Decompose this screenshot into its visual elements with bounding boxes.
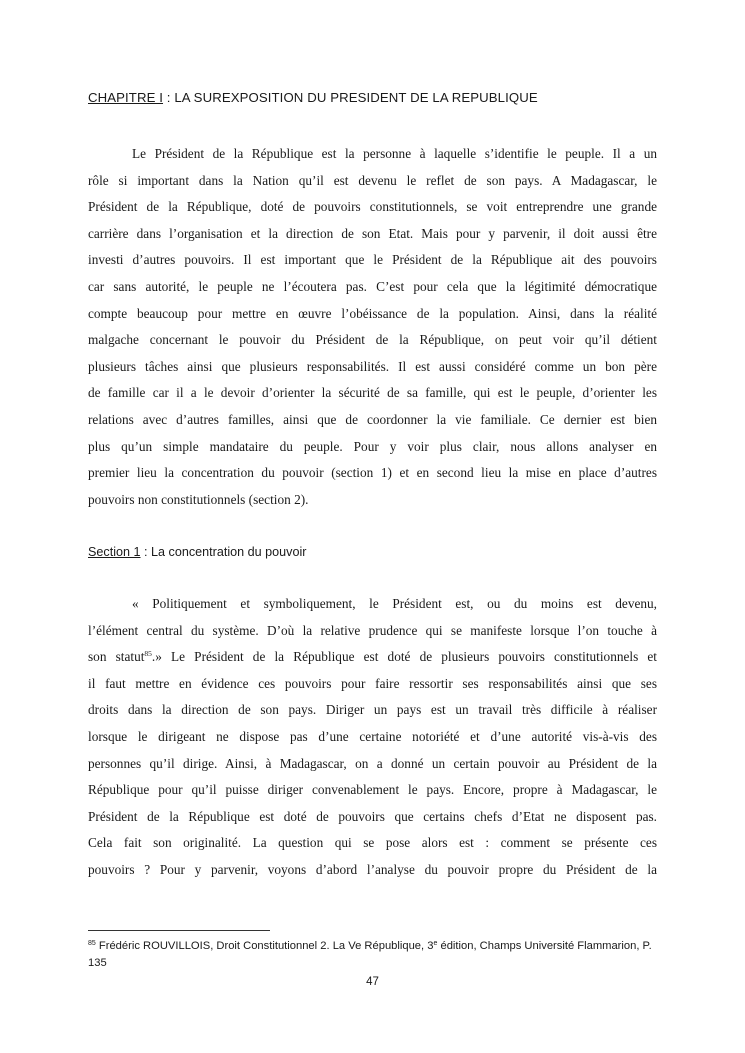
paragraph-line: « Politiquement et symboliquement, le Président est, ou du moins est devenu,	[132, 596, 657, 611]
paragraph-line: rôle si important dans la Nation qu’il est devenu le reflet de son pays. A Madagascar, le	[88, 172, 657, 188]
paragraph-line: République pour qu’il puisse diriger convenablement le pays. Encore, propre à Madagascar, le	[88, 782, 657, 798]
chapter-separator: :	[163, 90, 175, 105]
paragraph-line: Président de la République, doté de pouvoirs constitutionnels, se voit entreprendre une grande	[88, 199, 657, 215]
paragraph-line: pouvoirs non constitutionnels (section 2).	[88, 491, 309, 507]
section-heading	[88, 545, 306, 559]
paragraph-line: compte beaucoup pour mettre en œuvre l’obéissance de la population. Ainsi, dans la réalité	[88, 305, 657, 321]
paragraph-line: droits dans la direction de son pays. Diriger un pays est un travail très difficile à réaliser	[88, 702, 657, 718]
chapter-title: LA SUREXPOSITION DU PRESIDENT DE LA REPUBLIQUE	[174, 90, 538, 105]
paragraph-line: Cela fait son originalité. La question qui se pose alors est : comment se présente ces	[88, 835, 657, 851]
footnote-reference[interactable]: 85	[144, 649, 152, 659]
footnote	[88, 938, 668, 972]
paragraph-line: de famille car il a le devoir d’orienter la sécurité de sa famille, qui est le peuple, d’orienter les	[88, 385, 657, 401]
paragraph-line: pouvoirs ? Pour y parvenir, voyons d’abord l’analyse du pouvoir propre du Président de la	[88, 861, 657, 877]
footnote-text-start: Frédéric ROUVILLOIS, Droit Constitutionnel 2. La Ve République, 3	[95, 940, 434, 952]
line-text-after-ref: .» Le Président de la République est doté de plusieurs pouvoirs constitutionnels et	[151, 649, 657, 665]
paragraph-line: carrière dans l’organisation et la direction de son Etat. Mais pour y parvenir, il doit aussi être	[88, 225, 657, 241]
section-title: La concentration du pouvoir	[151, 545, 307, 559]
chapter-heading	[88, 90, 538, 105]
paragraph-line: car sans autorité, le peuple ne l’écoutera pas. C’est pour cela que la légitimité démocratique	[88, 278, 657, 294]
paragraph-line-with-footnote-ref	[88, 644, 657, 671]
footnote-number: 85	[88, 940, 96, 947]
paragraph-quote	[88, 591, 657, 884]
paragraph-line: plusieurs tâches ainsi que plusieurs responsabilités. Il est aussi considéré comme un bon père	[88, 358, 657, 374]
section-label: Section 1	[88, 545, 141, 559]
section-separator: :	[140, 545, 152, 559]
footnote-divider	[88, 930, 270, 931]
paragraph-line: personnes qu’il dirige. Ainsi, à Madagascar, on a donné un certain pouvoir au Président de la	[88, 755, 657, 771]
paragraph-line: Le Président de la République est la personne à laquelle s’identifie le peuple. Il a un	[132, 146, 657, 161]
paragraph-line: plus qu’un simple mandataire du peuple. Pour y voir plus clair, nous allons analyser en	[88, 438, 657, 454]
paragraph-line: investi d’autres pouvoirs. Il est important que le Président de la République ait des pouvoirs	[88, 252, 657, 268]
paragraph-intro	[88, 141, 657, 513]
paragraph-line: il faut mettre en évidence ces pouvoirs pour faire ressortir ses responsabilités ainsi que ses	[88, 675, 657, 691]
footnote-superscript: e	[433, 940, 438, 947]
page-number: 47	[366, 976, 379, 988]
footnote-text-end: édition, Champs Université Flammarion, P. 135	[88, 940, 652, 969]
line-text-before-ref: son statut	[88, 649, 145, 665]
paragraph-line: lorsque le dirigeant ne dispose pas d’une certaine notoriété et d’une autorité vis-à-vis des	[88, 728, 657, 744]
paragraph-line: Président de la République est doté de pouvoirs que certains chefs d’Etat ne disposent pas.	[88, 808, 657, 824]
chapter-label: CHAPITRE I	[88, 90, 164, 105]
paragraph-line: relations avec d’autres familles, ainsi que de coordonner la vie familiale. Ce dernier est bien	[88, 411, 657, 427]
paragraph-line: malgache concernant le pouvoir du Président de la République, on peut voir qu’il détient	[88, 332, 657, 348]
paragraph-line: premier lieu la concentration du pouvoir (section 1) et en second lieu la mise en place d’autres	[88, 465, 657, 481]
paragraph-line: l’élément central du système. D’où la relative prudence qui se manifeste lorsque l’on touche à	[88, 622, 657, 638]
